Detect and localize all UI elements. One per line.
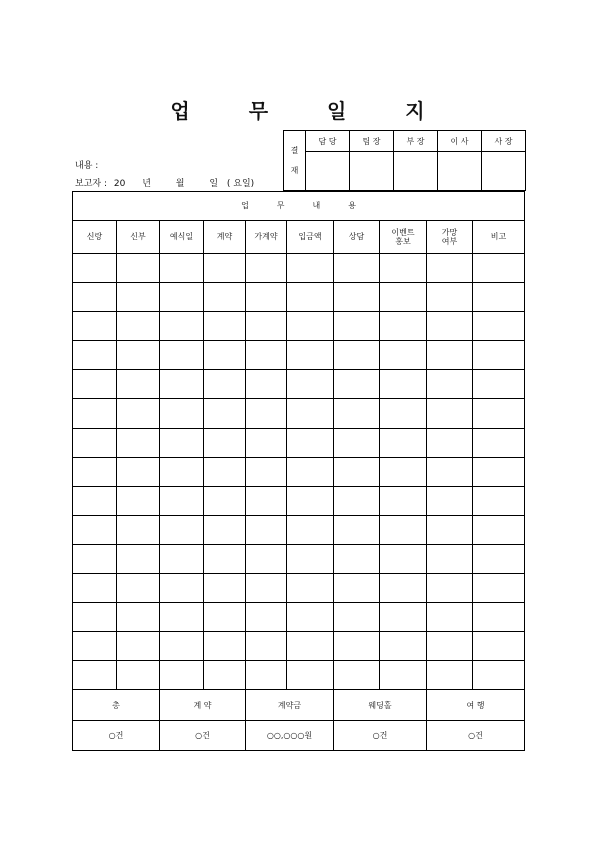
approval-header-dept-head: 부 장 <box>394 131 438 152</box>
table-cell[interactable] <box>117 544 160 573</box>
table-row <box>73 486 525 515</box>
table-cell[interactable] <box>427 254 473 283</box>
table-cell[interactable] <box>427 661 473 690</box>
year-label: 년 <box>142 179 151 189</box>
table-cell[interactable] <box>287 399 334 428</box>
table-cell[interactable] <box>204 254 246 283</box>
table-cell[interactable] <box>334 341 380 370</box>
table-cell[interactable] <box>73 603 117 632</box>
table-row <box>73 312 525 341</box>
table-cell[interactable] <box>73 544 117 573</box>
table-cell[interactable] <box>380 515 427 544</box>
table-cell[interactable] <box>334 428 380 457</box>
table-cell[interactable] <box>287 428 334 457</box>
table-cell[interactable] <box>160 283 204 312</box>
table-cell[interactable] <box>334 544 380 573</box>
col-header-groom: 신랑 <box>73 221 117 254</box>
table-cell[interactable] <box>334 603 380 632</box>
table-row <box>73 515 525 544</box>
table-cell[interactable] <box>473 515 525 544</box>
table-row <box>73 428 525 457</box>
table-cell[interactable] <box>160 486 204 515</box>
table-row <box>73 283 525 312</box>
table-cell[interactable] <box>380 428 427 457</box>
table-cell[interactable] <box>160 632 204 661</box>
approval-header-president: 사 장 <box>482 131 526 152</box>
table-cell[interactable] <box>117 486 160 515</box>
table-cell[interactable] <box>73 486 117 515</box>
table-cell[interactable] <box>427 399 473 428</box>
table-cell[interactable] <box>117 632 160 661</box>
table-row <box>73 603 525 632</box>
table-cell[interactable] <box>160 603 204 632</box>
table-cell[interactable] <box>473 283 525 312</box>
table-cell[interactable] <box>246 283 287 312</box>
table-cell[interactable] <box>473 312 525 341</box>
table-cell[interactable] <box>287 254 334 283</box>
table-cell[interactable] <box>246 457 287 486</box>
table-cell[interactable] <box>427 486 473 515</box>
table-cell[interactable] <box>246 574 287 603</box>
table-cell[interactable] <box>204 603 246 632</box>
weekday-label: ( 요일) <box>226 179 255 189</box>
table-cell[interactable] <box>427 341 473 370</box>
table-cell[interactable] <box>380 457 427 486</box>
table-cell[interactable] <box>473 457 525 486</box>
approval-box <box>283 130 526 191</box>
table-cell[interactable] <box>160 661 204 690</box>
table-cell[interactable] <box>380 399 427 428</box>
table-cell[interactable] <box>473 661 525 690</box>
table-cell[interactable] <box>117 312 160 341</box>
table-row <box>73 341 525 370</box>
table-cell[interactable] <box>473 399 525 428</box>
table-cell[interactable] <box>334 574 380 603</box>
table-cell[interactable] <box>287 341 334 370</box>
total-header-travel: 여 행 <box>427 690 525 721</box>
table-cell[interactable] <box>287 632 334 661</box>
table-cell[interactable] <box>246 632 287 661</box>
year-prefix: 20 <box>113 179 126 189</box>
approval-side-bottom: 재 <box>290 165 299 175</box>
table-cell[interactable] <box>334 632 380 661</box>
table-cell[interactable] <box>246 515 287 544</box>
total-header-deposit: 계약금 <box>246 690 334 721</box>
table-cell[interactable] <box>380 632 427 661</box>
table-cell[interactable] <box>73 632 117 661</box>
table-cell[interactable] <box>473 632 525 661</box>
table-cell[interactable] <box>246 486 287 515</box>
table-cell[interactable] <box>73 457 117 486</box>
table-cell[interactable] <box>246 428 287 457</box>
approval-header-manager: 담 당 <box>306 131 350 152</box>
table-row <box>73 661 525 690</box>
reporter-line <box>75 176 254 189</box>
table-cell[interactable] <box>73 428 117 457</box>
table-cell[interactable] <box>246 341 287 370</box>
table-cell[interactable] <box>334 254 380 283</box>
table-cell[interactable] <box>73 574 117 603</box>
table-cell[interactable] <box>287 457 334 486</box>
table-cell[interactable] <box>73 254 117 283</box>
table-cell[interactable] <box>334 399 380 428</box>
table-cell[interactable] <box>117 283 160 312</box>
table-cell[interactable] <box>117 603 160 632</box>
section-title: 업무내용 <box>73 192 525 221</box>
content-label: 내용 : <box>75 161 99 171</box>
col-header-wedding-date: 예식일 <box>160 221 204 254</box>
total-header-total: 총 <box>73 690 160 721</box>
table-cell[interactable] <box>204 428 246 457</box>
table-cell[interactable] <box>380 370 427 399</box>
table-cell[interactable] <box>204 399 246 428</box>
table-cell[interactable] <box>287 370 334 399</box>
table-cell[interactable] <box>427 283 473 312</box>
total-header-wedding-hall: 웨딩홀 <box>334 690 427 721</box>
table-cell[interactable] <box>334 370 380 399</box>
table-cell[interactable] <box>73 370 117 399</box>
table-cell[interactable] <box>287 283 334 312</box>
total-value-travel[interactable]: ○건 <box>427 721 525 751</box>
document-title: 업 무 일 지 <box>170 99 451 123</box>
table-cell[interactable] <box>160 515 204 544</box>
table-cell[interactable] <box>427 457 473 486</box>
table-cell[interactable] <box>160 254 204 283</box>
reporter-label: 보고자 : <box>75 179 107 189</box>
table-cell[interactable] <box>160 544 204 573</box>
table-cell[interactable] <box>473 574 525 603</box>
table-cell[interactable] <box>427 515 473 544</box>
approval-side-label <box>284 131 306 191</box>
table-cell[interactable] <box>427 632 473 661</box>
approval-sign-manager[interactable] <box>306 152 350 191</box>
table-cell[interactable] <box>380 486 427 515</box>
table-cell[interactable] <box>473 370 525 399</box>
table-cell[interactable] <box>160 341 204 370</box>
table-cell[interactable] <box>204 515 246 544</box>
total-value-deposit[interactable]: ○○,○○○원 <box>246 721 334 751</box>
table-cell[interactable] <box>380 312 427 341</box>
col-header-bride: 신부 <box>117 221 160 254</box>
approval-header-director: 이 사 <box>438 131 482 152</box>
table-cell[interactable] <box>287 515 334 544</box>
table-cell[interactable] <box>427 544 473 573</box>
table-cell[interactable] <box>246 544 287 573</box>
table-row <box>73 574 525 603</box>
table-cell[interactable] <box>204 457 246 486</box>
table-cell[interactable] <box>334 486 380 515</box>
approval-sign-team-lead[interactable] <box>350 152 394 191</box>
table-cell[interactable] <box>427 428 473 457</box>
work-log-table <box>72 191 525 751</box>
table-cell[interactable] <box>427 312 473 341</box>
approval-side-top: 결 <box>290 145 299 155</box>
table-cell[interactable] <box>246 661 287 690</box>
total-value-total[interactable]: ○건 <box>73 721 160 751</box>
table-cell[interactable] <box>380 661 427 690</box>
table-cell[interactable] <box>160 457 204 486</box>
month-label: 월 <box>175 179 185 189</box>
table-cell[interactable] <box>73 399 117 428</box>
col-header-consultation: 상담 <box>334 221 380 254</box>
table-row <box>73 399 525 428</box>
table-cell[interactable] <box>287 486 334 515</box>
table-cell[interactable] <box>473 544 525 573</box>
table-cell[interactable] <box>334 312 380 341</box>
table-row <box>73 632 525 661</box>
table-cell[interactable] <box>204 283 246 312</box>
table-cell[interactable] <box>334 283 380 312</box>
table-cell[interactable] <box>204 632 246 661</box>
approval-sign-president[interactable] <box>482 152 526 191</box>
col-header-contract: 계약 <box>204 221 246 254</box>
table-cell[interactable] <box>204 574 246 603</box>
table-cell[interactable] <box>73 661 117 690</box>
table-cell[interactable] <box>246 370 287 399</box>
table-cell[interactable] <box>73 283 117 312</box>
approval-sign-dept-head[interactable] <box>394 152 438 191</box>
col-header-remarks: 비고 <box>473 221 525 254</box>
table-cell[interactable] <box>73 312 117 341</box>
table-cell[interactable] <box>287 574 334 603</box>
table-cell[interactable] <box>117 457 160 486</box>
table-cell[interactable] <box>204 370 246 399</box>
col-header-event-promo <box>380 221 427 254</box>
col-header-event-promo-text: 이벤트 홍보 <box>391 227 415 246</box>
table-row <box>73 544 525 573</box>
table-cell[interactable] <box>380 603 427 632</box>
table-cell[interactable] <box>160 574 204 603</box>
table-cell[interactable] <box>246 254 287 283</box>
col-header-prospect <box>427 221 473 254</box>
table-cell[interactable] <box>160 399 204 428</box>
table-cell[interactable] <box>246 603 287 632</box>
table-cell[interactable] <box>380 341 427 370</box>
table-cell[interactable] <box>246 399 287 428</box>
table-cell[interactable] <box>246 312 287 341</box>
approval-sign-director[interactable] <box>438 152 482 191</box>
total-value-wedding-hall[interactable]: ○건 <box>334 721 427 751</box>
table-cell[interactable] <box>204 341 246 370</box>
table-cell[interactable] <box>473 486 525 515</box>
table-cell[interactable] <box>473 341 525 370</box>
table-cell[interactable] <box>380 544 427 573</box>
table-cell[interactable] <box>117 574 160 603</box>
table-cell[interactable] <box>427 574 473 603</box>
table-cell[interactable] <box>117 370 160 399</box>
table-cell[interactable] <box>204 312 246 341</box>
table-cell[interactable] <box>73 515 117 544</box>
table-cell[interactable] <box>204 544 246 573</box>
table-cell[interactable] <box>287 603 334 632</box>
table-row <box>73 457 525 486</box>
col-header-prospect-text: 가망 여부 <box>441 227 458 246</box>
total-value-contract[interactable]: ○건 <box>160 721 246 751</box>
table-cell[interactable] <box>287 312 334 341</box>
table-row <box>73 370 525 399</box>
day-label: 일 <box>209 179 219 189</box>
table-cell[interactable] <box>287 661 334 690</box>
table-cell[interactable] <box>380 283 427 312</box>
table-cell[interactable] <box>160 428 204 457</box>
table-cell[interactable] <box>160 370 204 399</box>
table-cell[interactable] <box>473 428 525 457</box>
table-cell[interactable] <box>380 254 427 283</box>
table-cell[interactable] <box>117 428 160 457</box>
col-header-deposit: 입금액 <box>287 221 334 254</box>
table-cell[interactable] <box>287 544 334 573</box>
table-cell[interactable] <box>427 603 473 632</box>
table-cell[interactable] <box>117 515 160 544</box>
table-cell[interactable] <box>204 661 246 690</box>
table-cell[interactable] <box>204 486 246 515</box>
table-cell[interactable] <box>473 254 525 283</box>
table-cell[interactable] <box>380 574 427 603</box>
col-header-provisional-contract: 가계약 <box>246 221 287 254</box>
table-cell[interactable] <box>117 341 160 370</box>
table-cell[interactable] <box>117 254 160 283</box>
table-cell[interactable] <box>427 370 473 399</box>
total-header-contract: 계 약 <box>160 690 246 721</box>
table-cell[interactable] <box>334 661 380 690</box>
table-cell[interactable] <box>334 515 380 544</box>
table-cell[interactable] <box>117 399 160 428</box>
table-row <box>73 254 525 283</box>
approval-header-team-lead: 팀 장 <box>350 131 394 152</box>
table-cell[interactable] <box>117 661 160 690</box>
table-cell[interactable] <box>73 341 117 370</box>
table-cell[interactable] <box>160 312 204 341</box>
table-cell[interactable] <box>334 457 380 486</box>
table-cell[interactable] <box>473 603 525 632</box>
